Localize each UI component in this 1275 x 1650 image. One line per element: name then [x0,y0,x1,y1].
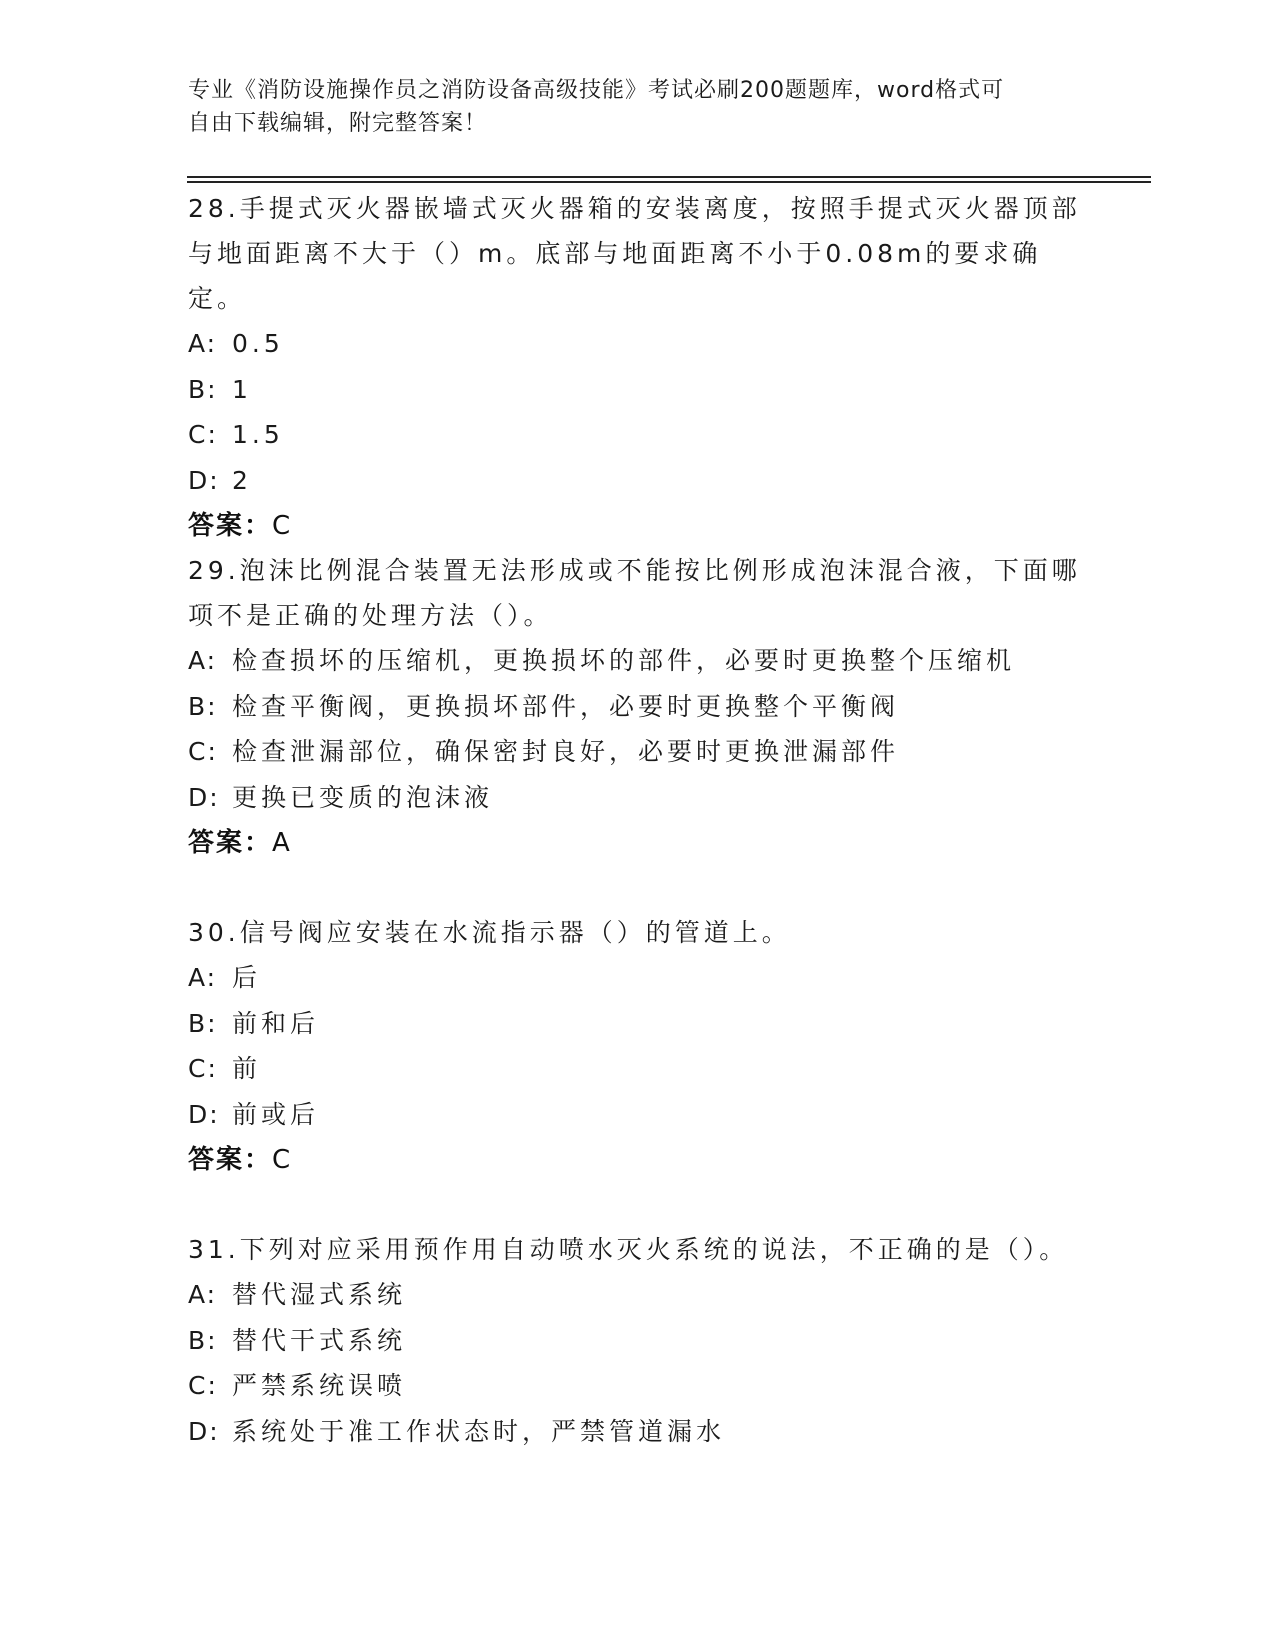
question-30 [188,910,1088,1183]
header-divider-bottom [187,181,1151,183]
answer-value: C [272,511,293,541]
option-a [188,321,1088,367]
question-31 [188,1227,1088,1454]
option-key: A: [188,1280,218,1309]
option-key: B: [188,1008,218,1038]
option-text: 检查损坏的压缩机，更换损坏的部件，必要时更换整个压缩机 [232,646,1016,675]
answer-value: A [272,828,292,858]
option-c [188,1046,1088,1092]
header-divider-top [187,176,1151,178]
option-text: 1 [232,374,252,404]
option-text: 替代湿式系统 [232,1280,407,1309]
question-text-line-1: 29.泡沫比例混合装置无法形成或不能按比例形成泡沫混合液，下面哪 [188,556,1081,585]
option-key: A: [188,963,218,992]
option-key: C: [188,1054,218,1083]
answer-value: C [272,1145,293,1175]
option-text: 后 [232,963,262,992]
option-key: B: [188,1325,218,1355]
option-key: B: [188,374,218,404]
answer-line [188,1137,1088,1183]
option-text: 更换已变质的泡沫液 [232,782,494,812]
option-c [188,412,1088,458]
option-key: D: [188,782,220,812]
question-29 [188,548,1088,866]
option-key: D: [188,1416,220,1446]
question-text-line-1: 28.手提式灭火器嵌墙式灭火器箱的安装离度，按照手提式灭火器顶部 [188,194,1081,223]
option-text: 系统处于准工作状态时，严禁管道漏水 [232,1416,726,1446]
option-text: 前 [232,1054,262,1083]
answer-label: 答案： [188,1145,273,1175]
option-text: 检查泄漏部位，确保密封良好，必要时更换泄漏部件 [232,737,900,766]
option-a [188,955,1088,1001]
question-text-line-2: 项不是正确的处理方法（）。 [188,601,553,630]
option-key: A: [188,329,218,358]
option-b [188,1318,1088,1364]
option-b [188,1001,1088,1047]
option-text: 2 [232,465,252,495]
option-key: C: [188,737,218,766]
option-text: 0.5 [232,329,284,358]
option-d [188,1409,1088,1455]
option-key: D: [188,465,220,495]
option-a [188,638,1088,684]
option-text: 严禁系统误喷 [232,1371,407,1400]
option-text: 替代干式系统 [232,1325,407,1355]
option-b [188,684,1088,730]
option-key: C: [188,1371,218,1400]
header-line-1: 专业《消防设施操作员之消防设备高级技能》考试必刷200题题库，word格式可 [188,78,1005,103]
option-text: 1.5 [232,420,284,449]
option-text: 前和后 [232,1008,320,1038]
option-key: C: [188,420,218,449]
question-text-line-2: 与地面距离不大于（）m。底部与地面距离不小于0.08m的要求确定。 [188,239,1042,313]
option-d [188,775,1088,821]
option-d [188,1092,1088,1138]
option-text: 前或后 [232,1099,320,1129]
question-text-line-1: 31.下列对应采用预作用自动喷水灭火系统的说法，不正确的是（）。 [188,1235,1069,1264]
question-28 [188,186,1088,549]
option-key: D: [188,1099,220,1129]
option-key: A: [188,646,218,675]
question-text-line-1: 30.信号阀应安装在水流指示器（）的管道上。 [188,918,791,947]
option-c [188,729,1088,775]
answer-label: 答案： [188,511,273,541]
answer-label: 答案： [188,828,273,858]
answer-line [188,503,1088,549]
option-a [188,1272,1088,1318]
header-line-2: 自由下载编辑，附完整答案！ [188,111,488,136]
option-b [188,367,1088,413]
option-text: 检查平衡阀，更换损坏部件，必要时更换整个平衡阀 [232,691,900,721]
option-d [188,458,1088,504]
option-c [188,1363,1088,1409]
answer-line [188,820,1088,866]
option-key: B: [188,691,218,721]
document-header [188,74,1068,140]
